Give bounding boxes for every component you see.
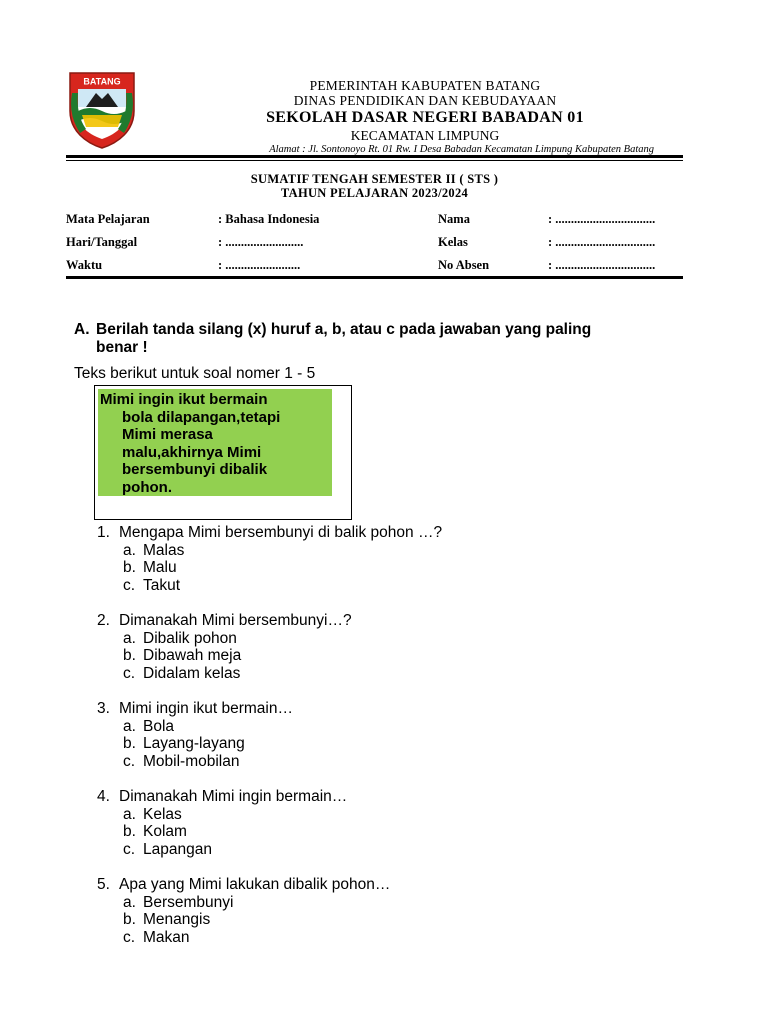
logo-text: BATANG <box>83 76 121 87</box>
answer-option[interactable]: c. Didalam kelas <box>123 665 241 683</box>
exam-title <box>66 172 683 200</box>
answer-option[interactable]: a. Malas <box>123 541 185 559</box>
passage-line: Mimi ingin ikut bermain <box>100 391 268 408</box>
passage-line: bersembunyi dibalik <box>122 461 268 478</box>
reading-passage <box>100 391 280 496</box>
government-line: PEMERINTAH KABUPATEN BATANG <box>309 78 541 93</box>
question-number: 5. <box>97 876 110 893</box>
info-rule <box>66 276 683 279</box>
answer-option[interactable]: a. Dibalik pohon <box>123 629 237 647</box>
date-field[interactable]: : ......................... <box>218 235 304 249</box>
answer-option[interactable]: c. Mobil-mobilan <box>123 753 240 771</box>
passage-line: pohon. <box>122 478 172 496</box>
answer-option[interactable]: b. Menangis <box>123 911 211 929</box>
instruction-line-2: benar ! <box>96 339 148 356</box>
school-address: Alamat : Jl. Sontonoyo Rt. 01 Rw. I Desa Babadan Kecamatan Limpung Kabupaten Batang <box>269 144 654 155</box>
question-number: 2. <box>97 612 110 629</box>
letterhead-rule-thin <box>66 160 683 161</box>
instruction-line-1: Berilah tanda silang (x) huruf a, b, atau c pada jawaban yang paling <box>96 321 592 338</box>
class-field[interactable]: : ................................ <box>548 235 656 249</box>
question-number: 4. <box>97 788 110 805</box>
answer-option[interactable]: b. Kolam <box>123 823 187 841</box>
time-field[interactable]: : ........................ <box>218 258 301 272</box>
name-field[interactable]: : ................................ <box>548 212 656 226</box>
time-label: Waktu <box>66 258 103 272</box>
letterhead <box>170 78 680 156</box>
academic-year: TAHUN PELAJARAN 2023/2024 <box>280 186 469 200</box>
answer-option[interactable]: a. Kelas <box>123 805 182 823</box>
question-text: Mimi ingin ikut bermain… <box>119 700 293 717</box>
subject-label: Mata Pelajaran <box>66 212 150 226</box>
exam-name: SUMATIF TENGAH SEMESTER II ( STS ) <box>250 172 499 186</box>
letterhead-rule-thick <box>66 155 683 158</box>
question-text: Mengapa Mimi bersembunyi di balik pohon …? <box>119 524 443 541</box>
answer-option[interactable]: c. Lapangan <box>123 841 212 859</box>
question-text: Apa yang Mimi lakukan dibalik pohon… <box>119 876 391 893</box>
name-label: Nama <box>438 212 470 226</box>
exam-info-table <box>66 212 683 281</box>
answer-option[interactable]: c. Takut <box>123 577 181 595</box>
school-name: SEKOLAH DASAR NEGERI BABADAN 01 <box>266 109 584 126</box>
question-2 <box>97 612 352 683</box>
answer-option[interactable]: b. Layang-layang <box>123 735 245 753</box>
passage-line: bola dilapangan,tetapi <box>122 408 281 426</box>
school-emblem-logo <box>68 71 136 149</box>
section-letter: A. <box>74 321 90 338</box>
reading-intro: Teks berikut untuk soal nomer 1 - 5 <box>74 365 316 382</box>
reading-passage-box <box>94 385 352 520</box>
question-number: 1. <box>97 524 110 541</box>
question-4 <box>97 788 347 859</box>
info-row <box>66 235 683 258</box>
answer-option[interactable]: c. Makan <box>123 929 190 947</box>
answer-option[interactable]: b. Malu <box>123 559 177 577</box>
question-5 <box>97 876 390 947</box>
section-a-instruction <box>74 321 694 357</box>
passage-line: malu,akhirnya Mimi <box>122 443 262 461</box>
absence-number-label: No Absen <box>438 258 490 272</box>
answer-option[interactable]: b. Dibawah meja <box>123 647 242 665</box>
date-label: Hari/Tanggal <box>66 235 138 249</box>
info-row <box>66 212 683 235</box>
class-label: Kelas <box>438 235 468 249</box>
district-line: KECAMATAN LIMPUNG <box>350 128 500 143</box>
question-text: Dimanakah Mimi bersembunyi…? <box>119 612 352 629</box>
answer-option[interactable]: a. Bersembunyi <box>123 893 234 911</box>
answer-option[interactable]: a. Bola <box>123 717 175 735</box>
question-number: 3. <box>97 700 110 717</box>
department-line: DINAS PENDIDIKAN DAN KEBUDAYAAN <box>293 93 557 108</box>
question-3 <box>97 700 293 771</box>
question-1 <box>97 524 442 595</box>
subject-value: : Bahasa Indonesia <box>218 212 320 226</box>
absence-number-field[interactable]: : ................................ <box>548 258 656 272</box>
passage-line: Mimi merasa <box>122 426 213 443</box>
question-text: Dimanakah Mimi ingin bermain… <box>119 788 348 805</box>
